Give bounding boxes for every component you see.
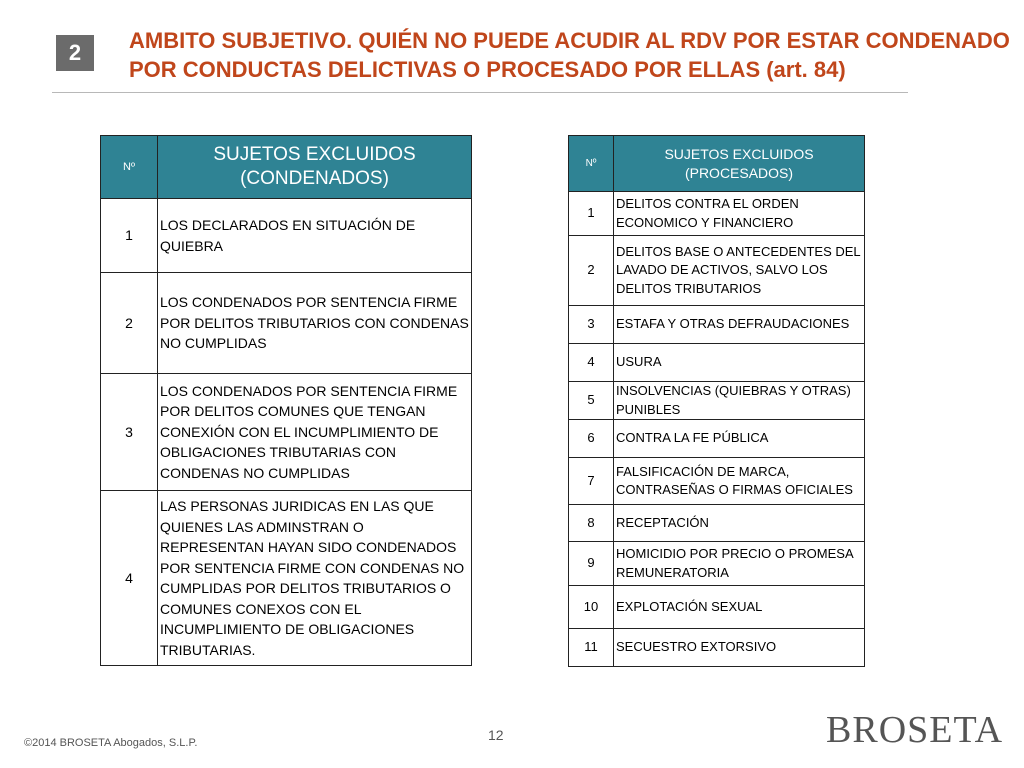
row-number: 2 [101,273,158,374]
row-number: 6 [569,420,614,458]
row-text: EXPLOTACIÓN SEXUAL [614,586,865,629]
row-number: 9 [569,542,614,586]
column-header-title: SUJETOS EXCLUIDOS (CONDENADOS) [158,136,472,199]
column-header-number: Nº [569,136,614,192]
table-row [569,344,865,382]
row-text: LOS CONDENADOS POR SENTENCIA FIRME POR DELITOS COMUNES QUE TENGAN CONEXIÓN CON EL INCUMPLIMIENTO DE OBLIGACIONES TRIBUTARIAS CON CONDENAS NO CUMPLIDAS [158,374,472,491]
copyright-notice: ©2014 BROSETA Abogados, S.L.P. [24,737,198,749]
slide-title [129,26,1010,84]
slide-title-line-2: POR CONDUCTAS DELICTIVAS O PROCESADO POR ELLAS (art. 84) [129,57,846,82]
table-row [101,273,472,374]
table-row [569,542,865,586]
broseta-logo: BROSETA [826,709,1004,751]
row-text: LOS DECLARADOS EN SITUACIÓN DE QUIEBRA [158,199,472,273]
row-text: HOMICIDIO POR PRECIO O PROMESA REMUNERATORIA [614,542,865,586]
row-text: DELITOS CONTRA EL ORDEN ECONOMICO Y FINANCIERO [614,192,865,236]
row-text: INSOLVENCIAS (QUIEBRAS Y OTRAS) PUNIBLES [614,382,865,420]
table-header-row [569,136,865,192]
row-number: 8 [569,505,614,542]
table-row [101,199,472,273]
row-text: RECEPTACIÓN [614,505,865,542]
row-text: LAS PERSONAS JURIDICAS EN LAS QUE QUIENES LAS ADMINSTRAN O REPRESENTAN HAYAN SIDO CONDENADOS POR SENTENCIA FIRME CON CONDENAS NO CUMPLIDAS POR DELITOS TRIBUTARIOS O COMUNES CONEXOS CON EL INCUMPLIMIENTO DE OBLIGACIONES TRIBUTARIAS. [158,491,472,666]
row-text: SECUESTRO EXTORSIVO [614,629,865,667]
row-number: 2 [569,236,614,306]
row-text: USURA [614,344,865,382]
row-number: 7 [569,458,614,505]
slide-number-badge: 2 [56,35,94,71]
table-row [569,306,865,344]
table-row [569,192,865,236]
row-number: 5 [569,382,614,420]
table-row [569,629,865,667]
row-text: CONTRA LA FE PÚBLICA [614,420,865,458]
row-number: 4 [569,344,614,382]
table-row [101,491,472,666]
title-divider [52,92,908,93]
row-number: 11 [569,629,614,667]
row-number: 4 [101,491,158,666]
row-text: ESTAFA Y OTRAS DEFRAUDACIONES [614,306,865,344]
table-condenados [100,135,472,666]
table-procesados [568,135,865,667]
page-number: 12 [488,727,504,743]
table-row [569,236,865,306]
table-row [101,374,472,491]
row-text: DELITOS BASE O ANTECEDENTES DEL LAVADO DE ACTIVOS, SALVO LOS DELITOS TRIBUTARIOS [614,236,865,306]
table-header-row [101,136,472,199]
table-row [569,382,865,420]
table-row [569,505,865,542]
row-text: LOS CONDENADOS POR SENTENCIA FIRME POR DELITOS TRIBUTARIOS CON CONDENAS NO CUMPLIDAS [158,273,472,374]
table-row [569,420,865,458]
column-header-number: Nº [101,136,158,199]
row-number: 3 [101,374,158,491]
row-number: 3 [569,306,614,344]
table-row [569,458,865,505]
row-number: 1 [101,199,158,273]
column-header-title: SUJETOS EXCLUIDOS (PROCESADOS) [614,136,865,192]
row-number: 10 [569,586,614,629]
row-number: 1 [569,192,614,236]
row-text: FALSIFICACIÓN DE MARCA, CONTRASEÑAS O FIRMAS OFICIALES [614,458,865,505]
slide-title-line-1: AMBITO SUBJETIVO. QUIÉN NO PUEDE ACUDIR AL RDV POR ESTAR CONDENADO [129,28,1010,53]
table-row [569,586,865,629]
